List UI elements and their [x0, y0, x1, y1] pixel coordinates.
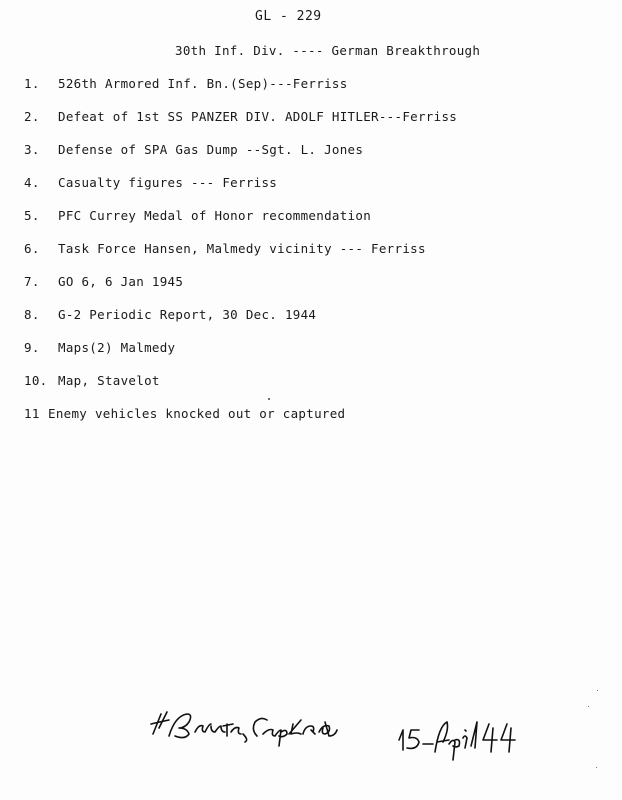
item-number: 10.: [24, 373, 48, 388]
item-number: 7.: [24, 274, 40, 289]
item-list: [24, 76, 457, 439]
scan-speck: [268, 398, 270, 400]
item-text: PFC Currey Medal of Honor recommendation: [58, 208, 372, 223]
list-item: [24, 208, 457, 241]
scan-speck: [596, 767, 597, 768]
list-item: [24, 406, 457, 439]
list-item: [24, 241, 457, 274]
item-number: 9.: [24, 340, 40, 355]
list-item: [24, 109, 457, 142]
list-item: [24, 307, 457, 340]
item-text: Defense of SPA Gas Dump --Sgt. L. Jones: [58, 142, 364, 157]
item-number: 2.: [24, 109, 40, 124]
item-text: Enemy vehicles knocked out or captured: [48, 406, 346, 421]
list-item: [24, 373, 457, 406]
item-text: Maps(2) Malmedy: [58, 340, 176, 355]
item-number: 8.: [24, 307, 40, 322]
item-text: G-2 Periodic Report, 30 Dec. 1944: [58, 307, 317, 322]
scan-speck: [588, 706, 589, 707]
list-item: [24, 142, 457, 175]
list-item: [24, 76, 457, 109]
item-text: GO 6, 6 Jan 1945: [58, 274, 184, 289]
item-number: 4.: [24, 175, 40, 190]
item-text: Defeat of 1st SS PANZER DIV. ADOLF HITLER---Ferriss: [58, 109, 458, 124]
scan-speck: [597, 690, 598, 691]
list-item: [24, 340, 457, 373]
item-text: 526th Armored Inf. Bn.(Sep)---Ferriss: [58, 76, 348, 91]
list-item: [24, 175, 457, 208]
list-item: [24, 274, 457, 307]
item-number: 5.: [24, 208, 40, 223]
document-number: GL - 229: [255, 9, 322, 24]
handwritten-signature: [145, 706, 345, 748]
item-text: Casualty figures --- Ferriss: [58, 175, 278, 190]
document-title: 30th Inf. Div. ---- German Breakthrough: [175, 43, 481, 58]
item-number: 11: [24, 406, 40, 421]
item-text: Map, Stavelot: [58, 373, 160, 388]
item-number: 1.: [24, 76, 40, 91]
item-number: 6.: [24, 241, 40, 256]
item-number: 3.: [24, 142, 40, 157]
handwritten-date: [393, 716, 523, 762]
item-text: Task Force Hansen, Malmedy vicinity --- Ferriss: [58, 241, 426, 256]
